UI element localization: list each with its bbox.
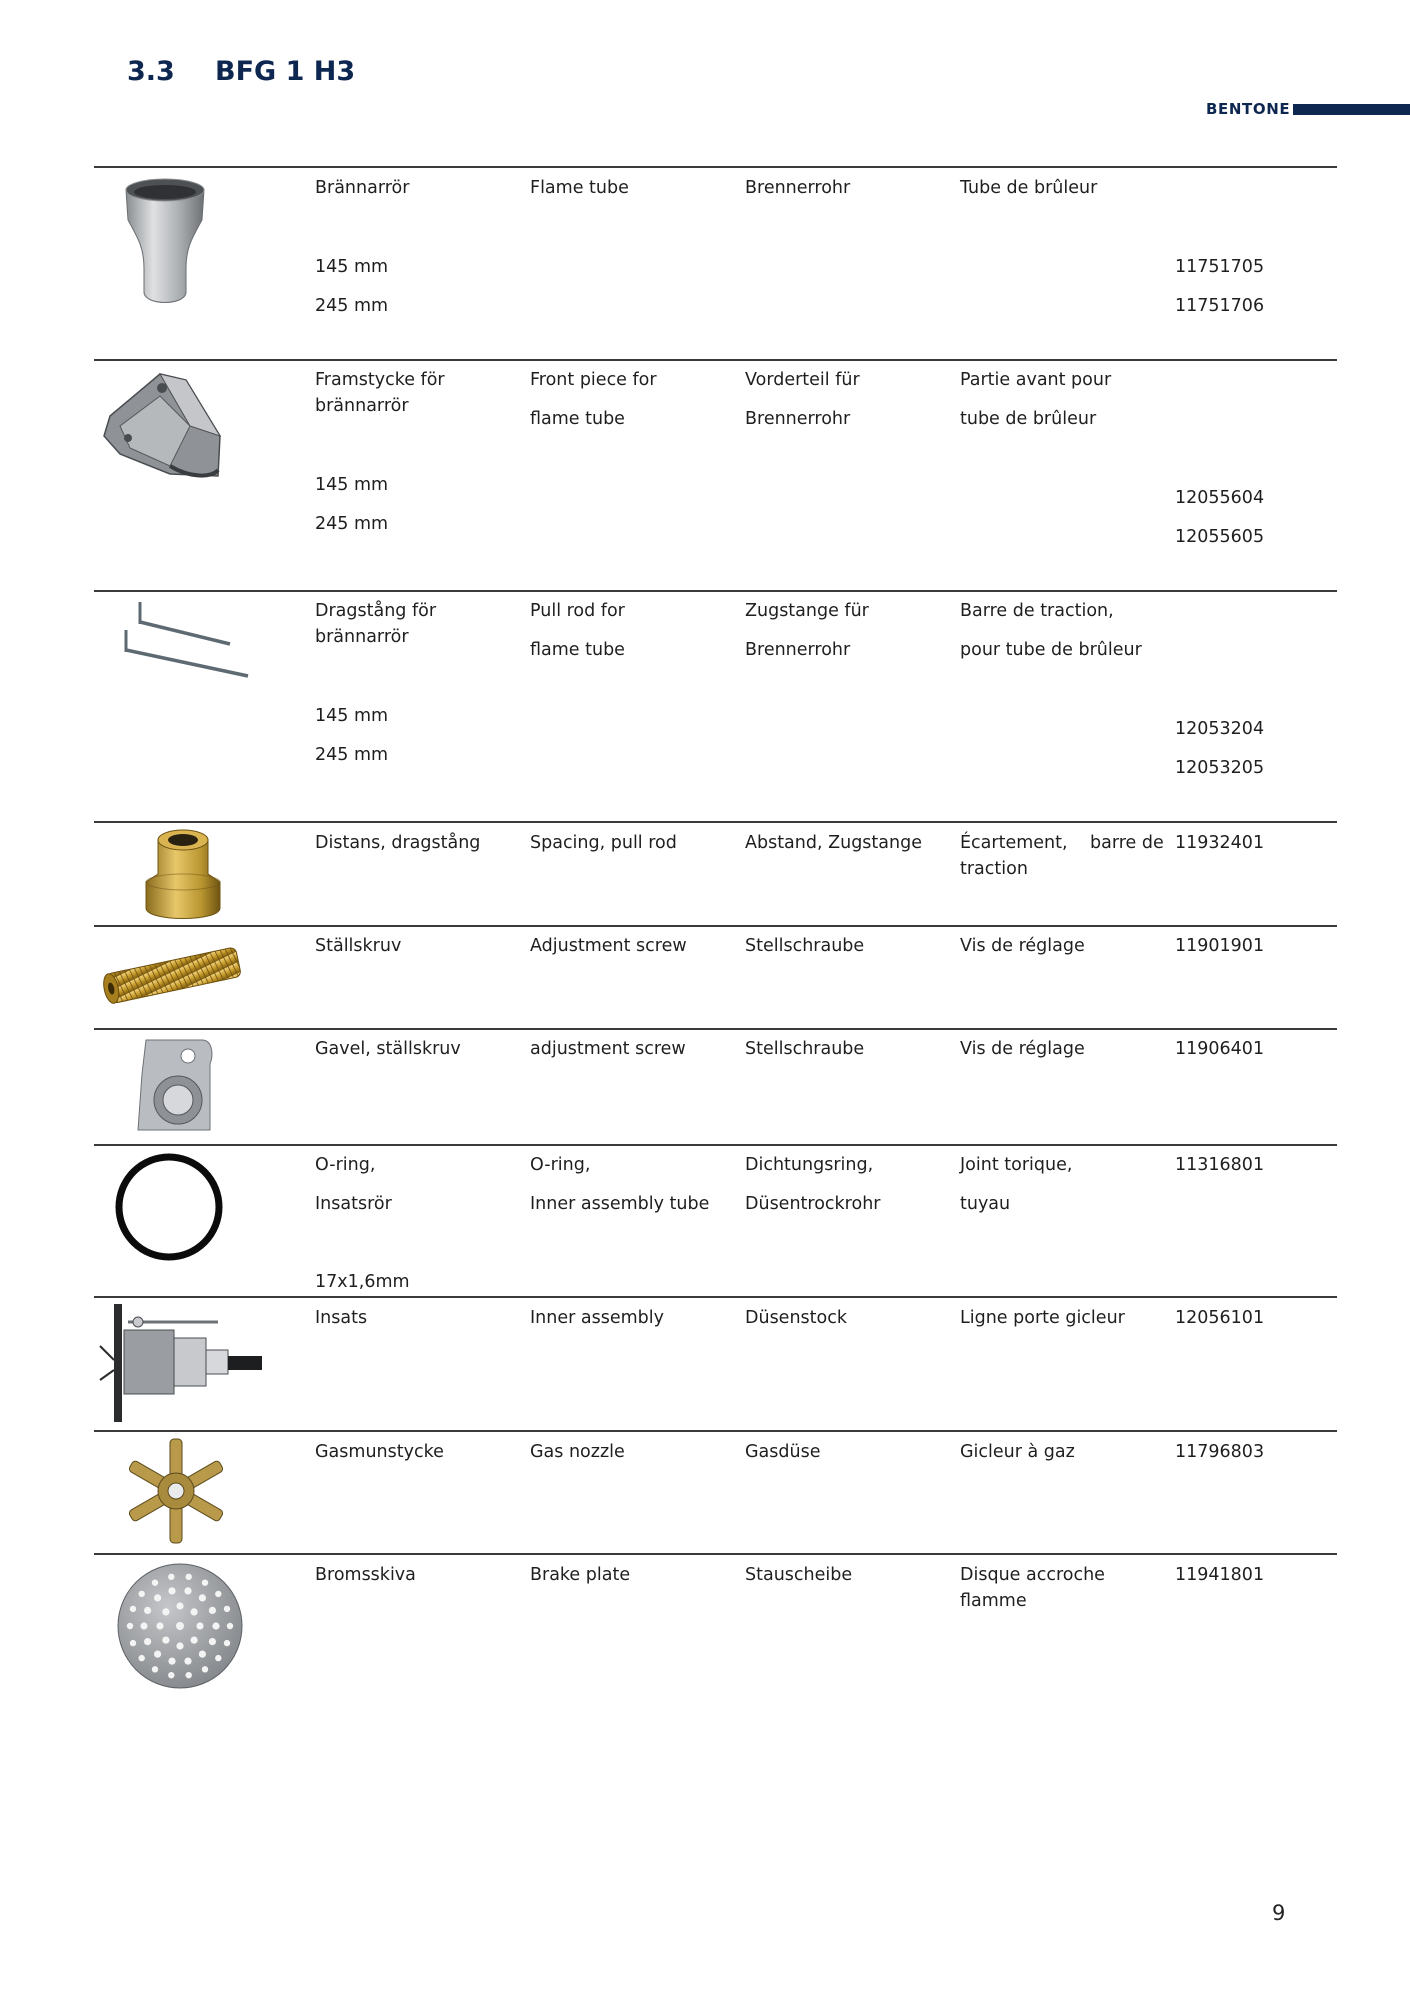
brand-bar <box>1293 104 1410 115</box>
article-number: 11316801 <box>1175 1155 1265 1175</box>
name-fr: Barre de traction, <box>960 601 1114 621</box>
size-label: 145 mm <box>315 706 389 726</box>
name-fr: Vis de réglage <box>960 1039 1085 1059</box>
name-fr: Disque accroche <box>960 1565 1105 1585</box>
row-divider <box>94 821 1337 823</box>
name-sv: Brännarrör <box>315 178 410 198</box>
name-sv: Ställskruv <box>315 936 402 956</box>
row-divider <box>94 925 1337 927</box>
gas-nozzle-image <box>120 1436 232 1546</box>
size-label: 245 mm <box>315 296 389 316</box>
name-sv: brännarrör <box>315 627 409 647</box>
name-en: Inner assembly tube <box>530 1194 710 1214</box>
article-number: 12055605 <box>1175 527 1265 547</box>
row-divider <box>94 1553 1337 1555</box>
name-en: flame tube <box>530 409 625 429</box>
size-label: 245 mm <box>315 514 389 534</box>
name-en: Spacing, pull rod <box>530 833 677 853</box>
name-sv: Distans, dragstång <box>315 833 481 853</box>
name-sv: Gavel, ställskruv <box>315 1039 461 1059</box>
article-number: 12053205 <box>1175 758 1265 778</box>
article-number: 11751706 <box>1175 296 1265 316</box>
name-de: Brennerrohr <box>745 178 851 198</box>
name-en: flame tube <box>530 640 625 660</box>
name-en: O-ring, <box>530 1155 591 1175</box>
name-sv: Insatsrör <box>315 1194 392 1214</box>
row-divider <box>94 1028 1337 1030</box>
name-de: Stauscheibe <box>745 1565 853 1585</box>
name-fr: Joint torique, <box>960 1155 1073 1175</box>
name-de: Brennerrohr <box>745 640 851 660</box>
size-label: 145 mm <box>315 475 389 495</box>
name-fr: Écartement, <box>960 833 1068 853</box>
name-de: Abstand, Zugstange <box>745 833 922 853</box>
name-fr: tube de brûleur <box>960 409 1097 429</box>
article-number: 11941801 <box>1175 1565 1265 1585</box>
name-de: Vorderteil für <box>745 370 860 390</box>
name-de: Zugstange für <box>745 601 869 621</box>
name-fr: Partie avant pour <box>960 370 1112 390</box>
section-number: 3.3 <box>127 56 175 87</box>
name-en: Front piece for <box>530 370 657 390</box>
name-de: Stellschraube <box>745 936 865 956</box>
row-divider <box>94 359 1337 361</box>
article-number: 11901901 <box>1175 936 1265 956</box>
article-number: 11906401 <box>1175 1039 1265 1059</box>
name-de: Düsenstock <box>745 1308 847 1328</box>
row-divider <box>94 1296 1337 1298</box>
name-de: Düsentrockrohr <box>745 1194 881 1214</box>
o-ring-image <box>112 1150 226 1264</box>
name-sv: Insats <box>315 1308 368 1328</box>
name-fr: barre de <box>1090 833 1164 853</box>
size-label: 245 mm <box>315 745 389 765</box>
name-en: Pull rod for <box>530 601 625 621</box>
name-de: Stellschraube <box>745 1039 865 1059</box>
name-en: Inner assembly <box>530 1308 664 1328</box>
row-divider <box>94 590 1337 592</box>
size-label: 145 mm <box>315 257 389 277</box>
name-fr: traction <box>960 859 1028 879</box>
name-de: Dichtungsring, <box>745 1155 874 1175</box>
front-piece-image <box>100 366 230 482</box>
brake-plate-image <box>116 1562 244 1690</box>
name-sv: Dragstång för <box>315 601 437 621</box>
name-de: Gasdüse <box>745 1442 821 1462</box>
name-fr: Gicleur à gaz <box>960 1442 1075 1462</box>
name-en: Gas nozzle <box>530 1442 625 1462</box>
name-sv: brännarrör <box>315 396 409 416</box>
name-fr: tuyau <box>960 1194 1011 1214</box>
name-fr: flamme <box>960 1591 1027 1611</box>
inner-assembly-image <box>98 1300 264 1426</box>
name-en: Flame tube <box>530 178 629 198</box>
name-sv: Bromsskiva <box>315 1565 416 1585</box>
row-divider <box>94 1144 1337 1146</box>
name-sv: O-ring, <box>315 1155 376 1175</box>
name-fr: pour tube de brûleur <box>960 640 1142 660</box>
article-number: 11796803 <box>1175 1442 1265 1462</box>
adjustment-screw-image <box>100 938 250 1014</box>
gable-image <box>132 1034 216 1136</box>
article-number: 12055604 <box>1175 488 1265 508</box>
name-en: adjustment screw <box>530 1039 686 1059</box>
name-de: Brennerrohr <box>745 409 851 429</box>
name-en: Brake plate <box>530 1565 631 1585</box>
pull-rod-image <box>118 598 254 682</box>
page-title: BFG 1 H3 <box>215 56 356 87</box>
name-sv: Framstycke för <box>315 370 445 390</box>
name-en: Adjustment screw <box>530 936 687 956</box>
name-sv: Gasmunstycke <box>315 1442 444 1462</box>
name-fr: Ligne porte gicleur <box>960 1308 1125 1328</box>
article-number: 11751705 <box>1175 257 1265 277</box>
row-divider <box>94 166 1337 168</box>
brand-logo-text: BENTONE <box>1206 100 1291 118</box>
name-fr: Vis de réglage <box>960 936 1085 956</box>
article-number: 12053204 <box>1175 719 1265 739</box>
row-divider <box>94 1430 1337 1432</box>
page-number: 9 <box>1272 1901 1286 1925</box>
article-number: 11932401 <box>1175 833 1265 853</box>
size-label: 17x1,6mm <box>315 1272 410 1292</box>
spacer-image <box>142 826 224 920</box>
name-fr: Tube de brûleur <box>960 178 1098 198</box>
flame-tube-image <box>122 172 208 308</box>
article-number: 12056101 <box>1175 1308 1265 1328</box>
